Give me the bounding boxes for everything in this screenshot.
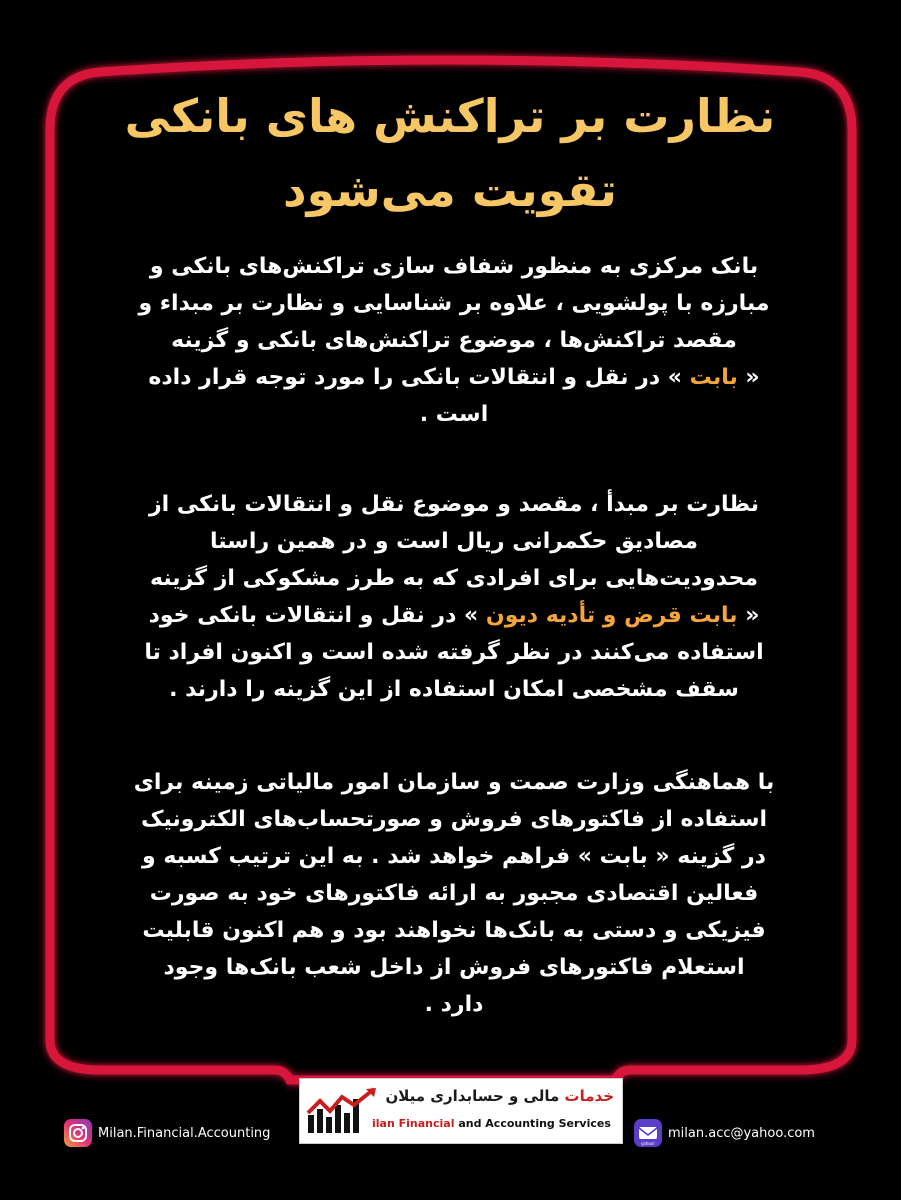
- highlighted-term: بابت قرض و تأدیه دیون: [485, 603, 738, 628]
- paragraph-line: محدودیت‌هایی برای افرادی که به طرز مشکوکی از گزینه: [149, 566, 758, 591]
- paragraph-line: [96, 597, 812, 634]
- headline-line-2: تقویت می‌شود: [283, 163, 617, 217]
- logo-text-red: خدمات: [564, 1087, 614, 1105]
- growth-chart-logo-icon: [306, 1087, 380, 1135]
- paragraph-line: [96, 359, 812, 396]
- text-segment: «: [737, 603, 760, 628]
- paragraph-line: استفاده از فاکتورهای فروش و صورتحساب‌های الکترونیک: [140, 807, 768, 832]
- paragraph-line: بانک مرکزی به منظور شفاف سازی تراکنش‌های بانکی و: [149, 254, 759, 279]
- instagram-handle: Milan.Financial.Accounting: [98, 1125, 271, 1141]
- logo-text-dark: and Accounting Services: [458, 1117, 611, 1130]
- email-contact[interactable]: [634, 1118, 815, 1148]
- logo-persian-name: [385, 1087, 614, 1105]
- logo-text-dark: مالی و حسابداری میلان: [385, 1087, 560, 1105]
- company-logo: [299, 1078, 623, 1144]
- paragraph-line: استفاده می‌کنند در نظر گرفته شده است و اکنون افراد تا: [144, 640, 764, 665]
- paragraph-line: نظارت بر مبدأ ، مقصد و موضوع نقل و انتقالات بانکی از: [149, 492, 759, 517]
- paragraph-2: [96, 486, 812, 708]
- paragraph-line: در گزینه « بابت » فراهم خواهد شد . به این ترتیب کسبه و: [142, 844, 766, 869]
- paragraph-3: [96, 764, 812, 1023]
- paragraph-line: سقف مشخصی امکان استفاده از این گزینه را دارند .: [169, 677, 739, 702]
- text-segment: » در نقل و انتقالات بانکی خود: [148, 603, 486, 628]
- paragraph-line: دارد .: [424, 992, 484, 1017]
- yahoo-mail-icon: [634, 1119, 662, 1147]
- paragraph-line: مقصد تراکنش‌ها ، موضوع تراکنش‌های بانکی و گزینه: [171, 328, 737, 353]
- logo-text-red: ilan Financial: [372, 1117, 455, 1130]
- yahoo-label: yahoo!: [641, 1141, 655, 1146]
- paragraph-line: است .: [419, 402, 489, 427]
- instagram-icon: [64, 1119, 92, 1147]
- instagram-contact[interactable]: [64, 1118, 270, 1148]
- paragraph-1: [96, 248, 812, 433]
- highlighted-term: بابت: [689, 365, 738, 390]
- paragraph-line: فیزیکی و دستی به بانک‌ها نخواهند بود و هم اکنون قابلیت: [142, 918, 766, 943]
- paragraph-line: فعالین اقتصادی مجبور به ارائه فاکتورهای خود به صورت: [149, 881, 759, 906]
- logo-english-name: [372, 1117, 611, 1130]
- headline-line-1: نظارت بر تراکنش های بانکی: [124, 89, 776, 143]
- paragraph-line: با هماهنگی وزارت صمت و سازمان امور مالیاتی زمینه برای: [133, 770, 775, 795]
- text-segment: «: [737, 365, 760, 390]
- paragraph-line: مصادیق حکمرانی ریال است و در همین راستا: [210, 529, 698, 554]
- paragraph-line: استعلام فاکتورهای فروش از داخل شعب بانک‌ها وجود: [163, 955, 745, 980]
- email-address: milan.acc@yahoo.com: [668, 1125, 815, 1141]
- paragraph-line: مبارزه با پولشویی ، علاوه بر شناسایی و نظارت بر مبداء و: [138, 291, 770, 316]
- text-segment: » در نقل و انتقالات بانکی را مورد توجه قرار داده: [148, 365, 690, 390]
